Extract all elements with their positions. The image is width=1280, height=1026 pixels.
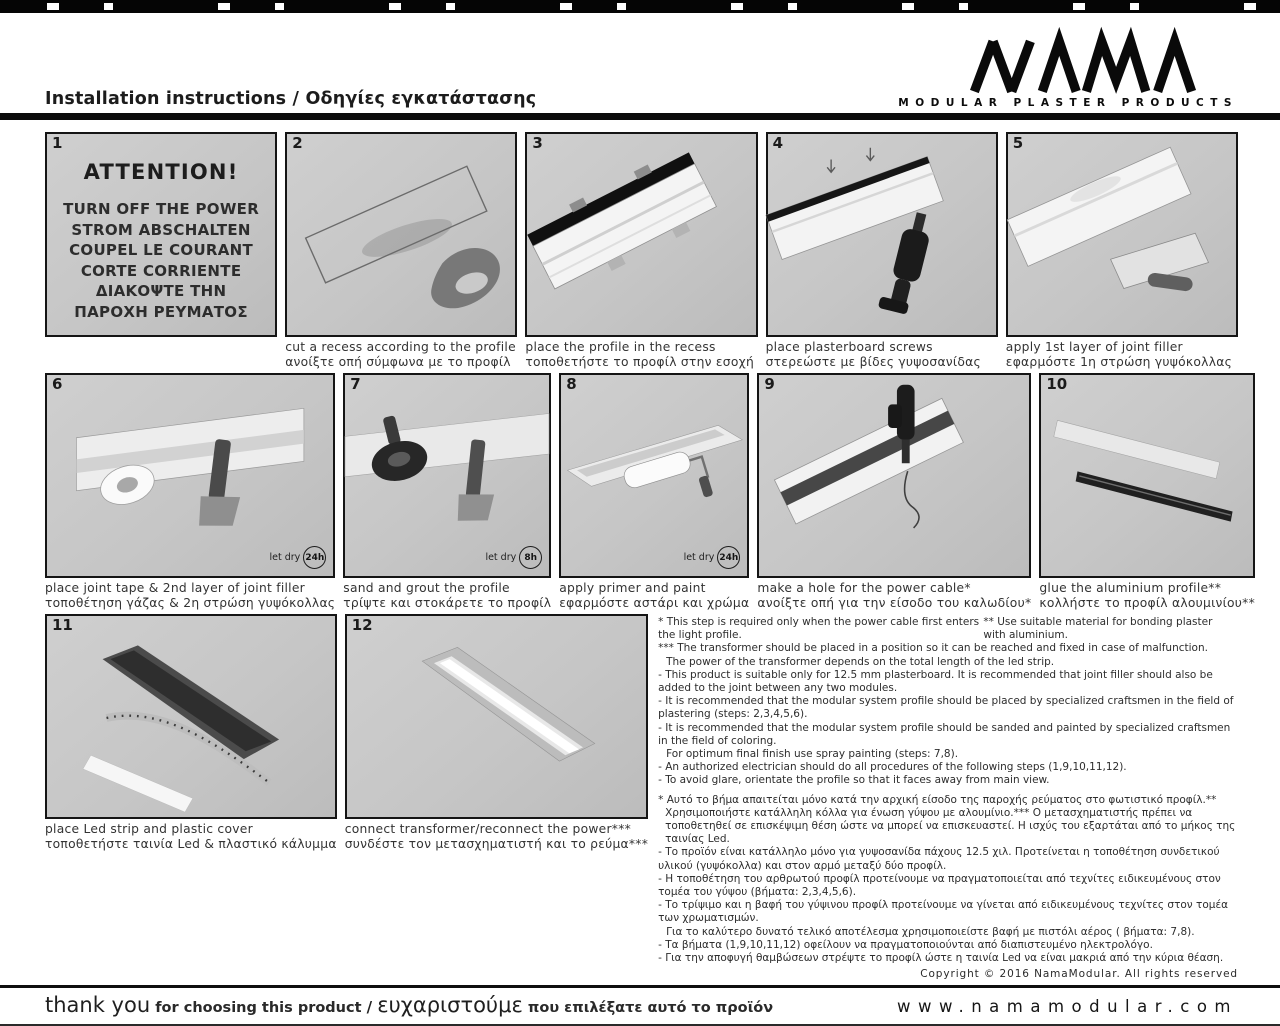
- caption-gr: ανοίξτε οπή σύμφωνα με το προφίλ: [285, 355, 511, 370]
- footnote-line: - Η τοποθέτηση του αρθρωτού προφίλ προτείνουμε να πραγματοποιείται από τεχνίτες ειδικευμένους στον τομέα του γύψου (βήματα: 2,3,4,5,6).: [658, 872, 1221, 899]
- step-8-caption: [559, 578, 749, 610]
- step-12-panel: [345, 614, 648, 819]
- power-cable-icon: [905, 471, 919, 528]
- step-number: 11: [52, 616, 73, 634]
- step-2-panel: [285, 132, 517, 337]
- footnote-line: - An authorized electrician should do all procedures of the following steps (1,9,10,11,12).: [658, 761, 1127, 774]
- footnote-line: - Για την αποφυγή θαμβώσεων στρέψτε το προφίλ ώστε η ταινία Led να είναι μακριά από την κύρια θέαση.: [658, 952, 1224, 965]
- step-2-cell: [285, 132, 517, 369]
- step-3-illustration: [527, 134, 755, 335]
- profile-shape: [524, 145, 721, 297]
- step-11-illustration: [47, 616, 335, 817]
- attention-line: TURN OFF THE POWER: [63, 200, 260, 218]
- step-4-panel: [766, 132, 998, 337]
- caption-en: make a hole for the power cable*: [757, 581, 971, 595]
- footnote-line: For optimum final finish use spray painting (steps: 7,8).: [666, 748, 959, 761]
- thank-you-gr: ευχαριστούμε: [377, 993, 523, 1018]
- footnote-double-asterisk: ** Use suitable material for bonding plaster with aluminium.: [983, 616, 1213, 642]
- attention-line: ΔΙΑΚΟΨΤΕ ΤΗΝ: [95, 282, 227, 300]
- footer: [0, 988, 1280, 1017]
- caption-gr: κολλήστε το προφίλ αλουμινίου**: [1039, 596, 1255, 611]
- let-dry-badge: [684, 546, 741, 569]
- step-7-caption: [343, 578, 551, 610]
- caption-gr: τοποθετήστε το προφίλ στην εσοχή: [525, 355, 755, 370]
- step-3-cell: [525, 132, 757, 369]
- steps-row-2: [45, 373, 1255, 611]
- step-3-panel: [525, 132, 757, 337]
- attention-title: ATTENTION!: [83, 160, 239, 184]
- dry-time-value: 8h: [519, 546, 542, 569]
- step-4-caption: [766, 337, 998, 369]
- let-dry-label: let dry: [683, 552, 715, 563]
- step-number: 2: [292, 134, 303, 152]
- dry-time-value: 24h: [303, 546, 326, 569]
- footnote-line: - This product is suitable only for 12.5 mm plasterboard. It is recommended that joint filler should also be added to the joint between any two modules.: [658, 668, 1213, 695]
- step-number: 5: [1012, 134, 1024, 152]
- footnote-line: - To avoid glare, orientate the profile so that it faces away from main view.: [658, 774, 1050, 787]
- let-dry-label: let dry: [485, 552, 517, 563]
- caption-gr: τοποθέτηση γάζας & 2η στρώση γυψόκολλας: [45, 596, 336, 611]
- caption-en: connect transformer/reconnect the power***: [344, 822, 631, 836]
- caption-gr: τρίψτε και στοκάρετε το προφίλ: [343, 596, 552, 611]
- step-11-caption: [45, 819, 337, 851]
- step-8-panel: [559, 373, 749, 578]
- caption-en: place plasterboard screws: [765, 340, 933, 354]
- caption-en: place the profile in the recess: [525, 340, 716, 354]
- film-edge-strip: [0, 0, 1280, 13]
- let-dry-label: let dry: [269, 552, 301, 563]
- step-9-illustration: [759, 375, 1029, 576]
- step-4-illustration: [768, 134, 996, 335]
- aluminium-profile-shape: [1076, 471, 1233, 521]
- footnote-line: [658, 616, 1238, 642]
- thank-you-en: thank you: [45, 993, 151, 1018]
- caption-gr: συνδέστε τον μετασχηματιστή και το ρεύμα***: [344, 837, 649, 852]
- website-url: www.namamodular.com: [896, 997, 1238, 1017]
- attention-notice: [47, 134, 275, 322]
- footnote-line: The power of the transformer depends on the total length of the led strip.: [666, 655, 1055, 668]
- step-number: 6: [52, 375, 63, 393]
- step-9-caption: [757, 578, 1031, 610]
- footnote-line: *** The transformer should be placed in a position so it can be reached and fixed in case of malfunction.: [658, 642, 1208, 655]
- attention-line: ΠΑΡΟΧΗ ΡΕΥΜΑΤΟΣ: [74, 302, 248, 321]
- step-12-caption: [345, 819, 648, 851]
- caption-en: glue the aluminium profile**: [1039, 581, 1222, 595]
- dry-time-value: 24h: [717, 546, 740, 569]
- nama-logo-icon: [928, 38, 1238, 94]
- attention-line: COUPEL LE COURANT: [69, 241, 254, 259]
- step-7-panel: [343, 373, 551, 578]
- step-11-panel: [45, 614, 337, 819]
- steps-row-3: [45, 614, 1238, 981]
- step-number: 8: [566, 375, 577, 393]
- step-6-caption: [45, 578, 335, 610]
- caption-gr: στερεώστε με βίδες γυψοσανίδας: [765, 355, 981, 370]
- step-12-illustration: [347, 616, 646, 817]
- footnote-line: Για το καλύτερο δυνατό τελικό αποτέλεσμα χρησιμοποιείστε βαφή με πιστόλι αέρος ( βήματα: 7,8).: [666, 925, 1195, 938]
- step-10-illustration: [1041, 375, 1253, 576]
- step-8-cell: [559, 373, 749, 610]
- caption-en: apply primer and paint: [559, 581, 706, 595]
- attention-line: STROM ABSCHALTEN: [71, 220, 251, 239]
- step-7-cell: [343, 373, 551, 610]
- step-number: 1: [52, 134, 63, 152]
- caption-en: cut a recess according to the profile: [285, 340, 516, 354]
- caption-en: apply 1st layer of joint filler: [1005, 340, 1183, 354]
- step-number: 10: [1046, 375, 1068, 393]
- footnotes-block: [656, 614, 1238, 981]
- step-5-caption: [1006, 337, 1238, 369]
- caption-gr: τοποθετήστε ταινία Led & πλαστικό κάλυμμα: [45, 837, 337, 852]
- caption-en: sand and grout the profile: [343, 581, 510, 595]
- footnote-asterisk: * This step is required only when the power cable first enters the light profile.: [658, 616, 980, 642]
- footnote-line: - Το προϊόν είναι κατάλληλο μόνο για γυψοσανίδα πάχους 12.5 χιλ. Προτείνεται η τοποθέτηση συνδετικού υλικού (γυψόκολλα) και στον αρμό μεταξύ δύο προφίλ.: [658, 846, 1220, 872]
- caption-gr: εφαρμόστε 1η στρώση γυψόκολλας: [1005, 355, 1233, 370]
- thanks-separator: /: [366, 998, 373, 1017]
- thanks-text-gr: που επιλέξατε αυτό το προϊόν: [527, 1000, 774, 1017]
- step-10-panel: [1039, 373, 1255, 578]
- caption-gr: εφαρμόστε αστάρι και χρώμα: [559, 596, 750, 611]
- step-1-cell: [45, 132, 277, 369]
- step-2-illustration: [287, 134, 515, 335]
- copyright-line: Copyright © 2016 NamaModular. All rights reserved: [920, 968, 1238, 981]
- let-dry-badge: [269, 546, 326, 569]
- step-3-caption: [525, 337, 757, 369]
- brand-block: [898, 38, 1238, 109]
- thank-you-line: [45, 993, 773, 1017]
- step-1-panel: [45, 132, 277, 337]
- step-6-panel: [45, 373, 335, 578]
- cover-strip-shape: [83, 755, 193, 812]
- steps-row-1: [45, 132, 1238, 369]
- caption-gr: ανοίξτε οπή για την είσοδο του καλωδίου*: [757, 596, 1032, 611]
- step-number: 4: [772, 134, 784, 152]
- step-number: 7: [350, 375, 361, 393]
- step-11-cell: [45, 614, 337, 981]
- footnote-line: * Αυτό το βήμα απαιτείται μόνο κατά την αρχική είσοδο της παροχής ρεύματος στο φωτιστικό προφίλ.** Χρησιμοποιήστε κατάλληλη κόλλα για ένωση γύψου με αλουμίνιο.*** Ο μετασχηματιστής πρέπει να τοποθετηθεί σε επισκέψιμη θέση ώστε να μπορεί να επισκευαστεί. Η ισχύς του εξαρτάται από το μήκος της ταινίας Led.: [658, 793, 1236, 846]
- caption-en: place joint tape & 2nd layer of joint filler: [45, 581, 305, 595]
- step-number: 9: [764, 375, 775, 393]
- drill-icon: [877, 209, 934, 316]
- brand-tagline: MODULAR PLASTER PRODUCTS: [898, 97, 1238, 109]
- header: [0, 13, 1280, 113]
- step-1-caption: [45, 337, 277, 369]
- step-5-illustration: [1008, 134, 1236, 335]
- thanks-text-en: for choosing this product: [155, 1000, 362, 1017]
- caption-en: place Led strip and plastic cover: [45, 822, 253, 836]
- step-6-cell: [45, 373, 335, 610]
- step-10-caption: [1039, 578, 1255, 610]
- trowel-icon: [1109, 232, 1214, 307]
- footnote-line: - Τα βήματα (1,9,10,11,12) οφείλουν να πραγματοποιούνται από διαπιστευμένο ηλεκτρολόγο.: [658, 938, 1153, 951]
- header-rule: [0, 113, 1280, 120]
- step-10-cell: [1039, 373, 1255, 610]
- step-12-cell: [345, 614, 648, 981]
- let-dry-badge: [485, 546, 542, 569]
- page-title: Installation instructions / Οδηγίες εγκατάστασης: [45, 89, 537, 109]
- step-5-panel: [1006, 132, 1238, 337]
- step-2-caption: [285, 337, 517, 369]
- profile-shape: [775, 398, 964, 524]
- footnote-line: - Το τρίψιμο και η βαφή του γύψινου προφίλ προτείνουμε να γίνεται από ειδικευμένους τεχνίτες στον τομέα των χρωματισμών.: [658, 899, 1229, 925]
- step-9-panel: [757, 373, 1031, 578]
- step-number: 12: [351, 616, 373, 634]
- footnote-line: - It is recommended that the modular system profile should be sanded and painted by specialized craftsmen in the field of coloring.: [658, 721, 1231, 747]
- attention-line: CORTE CORRIENTE: [80, 261, 242, 280]
- step-9-cell: [757, 373, 1031, 610]
- step-number: 3: [532, 134, 543, 152]
- footnotes-greek: [658, 794, 1238, 966]
- step-5-cell: [1006, 132, 1238, 369]
- step-4-cell: [766, 132, 998, 369]
- footnote-line: - It is recommended that the modular system profile should be placed by specialized craftsmen in the field of plastering (steps: 2,3,4,5,6).: [658, 695, 1234, 721]
